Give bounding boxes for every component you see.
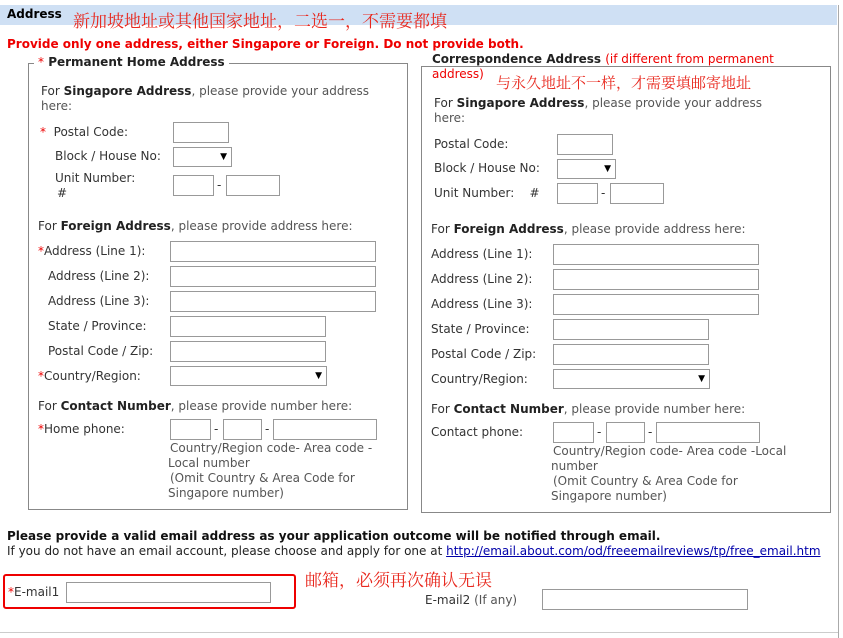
perm-country-label: *Country/Region: <box>38 369 141 383</box>
email2-label: E-mail2 (If any) <box>425 593 518 607</box>
perm-line1-label: *Address (Line 1): <box>38 244 146 258</box>
corr-phone-label: Contact phone: <box>431 425 524 439</box>
warning-text: Provide only one address, either Singapore or Foreign. Do not provide both. <box>7 37 524 51</box>
perm-phone-dash-2: - <box>265 422 270 436</box>
corr-unit-label: Unit Number: # <box>434 186 540 200</box>
permanent-address-legend: * Permanent Home Address <box>34 55 229 69</box>
corr-sg-intro: For Singapore Address, please provide your address <box>434 96 763 110</box>
corr-state-input[interactable] <box>553 319 709 340</box>
perm-phone-hint-2: Local number <box>168 456 250 470</box>
perm-unit-dash: - <box>217 178 222 192</box>
perm-line3-input[interactable] <box>170 291 376 312</box>
perm-sg-intro: For Singapore Address, please provide your address <box>41 84 370 98</box>
perm-phone-number-input[interactable] <box>273 419 377 440</box>
perm-line2-input[interactable] <box>170 266 376 287</box>
perm-line2-label: Address (Line 2): <box>48 269 150 283</box>
corr-phone-number-input[interactable] <box>656 422 760 443</box>
corr-line2-label: Address (Line 2): <box>431 272 533 286</box>
corr-line1-label: Address (Line 1): <box>431 247 533 261</box>
free-email-link[interactable]: http://email.about.com/od/freeemailreviews/tp/free_email.htm <box>446 544 821 558</box>
email-notice-heading: Please provide a valid email address as your application outcome will be notified through email. <box>7 529 661 543</box>
corr-phone-hint-4: Singapore number) <box>551 489 667 503</box>
email1-label: *E-mail1 <box>8 585 60 599</box>
perm-unit-floor-input[interactable] <box>173 175 214 196</box>
corr-sg-intro-2: here: <box>434 111 466 125</box>
corr-zip-input[interactable] <box>553 344 709 365</box>
corr-line1-input[interactable] <box>553 244 759 265</box>
corr-block-select[interactable] <box>557 159 616 179</box>
correspondence-legend-note-2: address) <box>432 67 488 81</box>
corr-unit-floor-input[interactable] <box>557 183 598 204</box>
corr-phone-dash-2: - <box>648 425 653 439</box>
corr-postal-label: Postal Code: <box>434 137 509 151</box>
perm-postal-label: * Postal Code: <box>40 125 129 139</box>
perm-state-label: State / Province: <box>48 319 147 333</box>
email1-input[interactable] <box>66 582 271 603</box>
corr-country-label: Country/Region: <box>431 372 528 386</box>
corr-phone-dash-1: - <box>597 425 602 439</box>
perm-sg-intro-2: here: <box>41 99 73 113</box>
bottom-divider <box>0 632 838 633</box>
perm-block-label: Block / House No: <box>55 149 161 163</box>
corr-line3-label: Address (Line 3): <box>431 297 533 311</box>
annotation-correspondence: 与永久地址不一样，才需要填邮寄地址 <box>496 74 752 92</box>
perm-phone-dash-1: - <box>214 422 219 436</box>
corr-phone-area-input[interactable] <box>606 422 645 443</box>
frame-border <box>838 5 839 638</box>
perm-line3-label: Address (Line 3): <box>48 294 150 308</box>
perm-unit-label: Unit Number: <box>55 171 136 185</box>
perm-zip-input[interactable] <box>170 341 326 362</box>
perm-country-select[interactable] <box>170 366 327 386</box>
annotation-email: 邮箱，必须再次确认无误 <box>305 571 492 591</box>
corr-line2-input[interactable] <box>553 269 759 290</box>
corr-phone-hint-1: Country/Region code- Area code -Local <box>553 444 787 458</box>
email2-input[interactable] <box>542 589 748 610</box>
correspondence-legend: Correspondence Address (if different from permanent <box>428 52 778 66</box>
corr-line3-input[interactable] <box>553 294 759 315</box>
corr-foreign-intro: For Foreign Address, please provide address here: <box>431 222 746 236</box>
corr-phone-hint-3: (Omit Country & Area Code for <box>553 474 738 488</box>
corr-unit-dash: - <box>601 186 606 200</box>
corr-state-label: State / Province: <box>431 322 530 336</box>
perm-phone-country-input[interactable] <box>170 419 211 440</box>
annotation-address-choice: 新加坡地址或其他国家地址，二选一，不需要都填 <box>73 12 447 32</box>
perm-foreign-intro: For Foreign Address, please provide address here: <box>38 219 353 233</box>
perm-phone-label: *Home phone: <box>38 422 125 436</box>
corr-zip-label: Postal Code / Zip: <box>431 347 537 361</box>
corr-phone-hint-2: number <box>551 459 598 473</box>
perm-phone-hint-1: Country/Region code- Area code - <box>170 441 373 455</box>
perm-postal-input[interactable] <box>173 122 229 143</box>
perm-contact-intro: For Contact Number, please provide number here: <box>38 399 353 413</box>
corr-phone-country-input[interactable] <box>553 422 594 443</box>
perm-block-select[interactable] <box>173 147 232 167</box>
perm-unit-hash: # <box>57 186 68 200</box>
required-mark: * <box>38 55 44 69</box>
section-title: Address <box>7 7 62 21</box>
perm-zip-label: Postal Code / Zip: <box>48 344 154 358</box>
perm-line1-input[interactable] <box>170 241 376 262</box>
email-notice-text: If you do not have an email account, please choose and apply for one at http://email.about.com/od/freeemailreviews/tp/free_email.htm <box>7 544 821 558</box>
perm-phone-hint-4: Singapore number) <box>168 486 284 500</box>
corr-block-label: Block / House No: <box>434 161 540 175</box>
corr-contact-intro: For Contact Number, please provide number here: <box>431 402 746 416</box>
perm-phone-hint-3: (Omit Country & Area Code for <box>170 471 355 485</box>
corr-postal-input[interactable] <box>557 134 613 155</box>
perm-state-input[interactable] <box>170 316 326 337</box>
perm-phone-area-input[interactable] <box>223 419 262 440</box>
corr-unit-number-input[interactable] <box>610 183 664 204</box>
perm-unit-number-input[interactable] <box>226 175 280 196</box>
corr-country-select[interactable] <box>553 369 710 389</box>
